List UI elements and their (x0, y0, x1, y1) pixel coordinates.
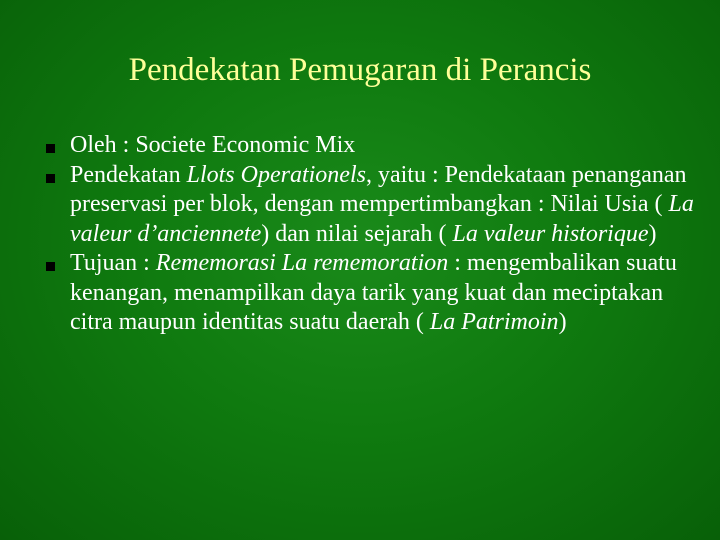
bullet-term: La valeur historique (452, 220, 649, 247)
bullet-term: Llots Operationels (186, 161, 366, 188)
bullet-text: Pendekatan (70, 161, 187, 188)
square-bullet-icon (46, 174, 55, 183)
bullet-text: ) (558, 309, 567, 335)
bullet-item (46, 249, 706, 338)
bullet-item (46, 131, 706, 161)
bullet-text: Tujuan : (70, 250, 156, 276)
bullet-term: La valeur d’anciennete (70, 191, 694, 247)
bullet-text: Oleh : Societe Economic Mix (70, 132, 356, 158)
bullet-list (46, 131, 706, 338)
bullet-text: , yaitu : Pendekataan penanganan preservasi per blok, dengan mempertimbangkan : Nilai Usia ( (70, 161, 687, 217)
bullet-term: La Patrimoin (429, 309, 559, 335)
slide-title: Pendekatan Pemugaran di Perancis (128, 52, 592, 88)
bullet-term: Rememorasi La rememoration (155, 250, 449, 276)
square-bullet-icon (46, 144, 55, 153)
bullet-text: ) (648, 220, 657, 247)
bullet-text: : mengembalikan suatu kenangan, menampilkan daya tarik yang kuat dan meciptakan citra maupun identitas suatu daerah ( (70, 250, 677, 335)
bullet-text: ) dan nilai sejarah ( (261, 220, 453, 247)
square-bullet-icon (46, 262, 55, 271)
bullet-item (46, 161, 706, 250)
